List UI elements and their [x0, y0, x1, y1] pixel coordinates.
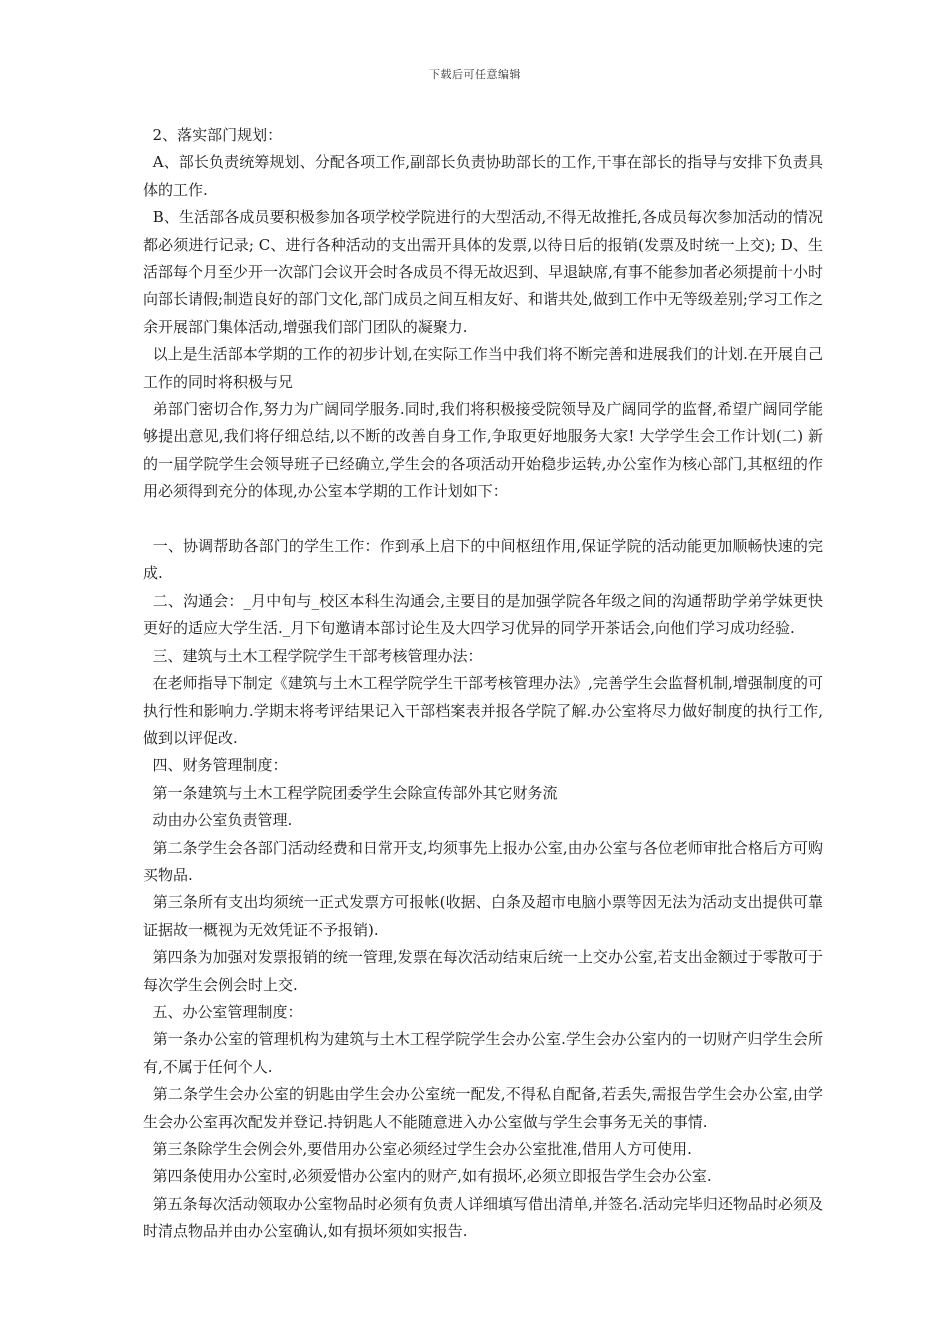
paragraph-communication: 二、沟通会：_月中旬与_校区本科生沟通会,主要目的是加强学院各年级之间的沟通帮助学弟学妹更快更好的适应大学生活._月下旬邀请本部讨论生及大四学习优异的同学开茶话会,向他们学习成功经验.	[143, 591, 823, 638]
paragraph-heading-office: 五、办公室管理制度：	[143, 1002, 303, 1021]
paragraph-office-article-3: 第三条除学生会例会外,要借用办公室必须经过学生会办公室批准,借用人方可使用.	[143, 1140, 692, 1159]
page-header: 下载后可任意编辑	[429, 68, 521, 81]
paragraph-office-article-5: 第五条每次活动领取办公室物品时必须有负责人详细填写借出清单,并签名.活动完毕归还物品时必须及时清点物品并由办公室确认,如有损坏须如实报告.	[143, 1194, 823, 1241]
paragraph-coordination: 一、协调帮助各部门的学生工作：作到承上启下的中间枢纽作用,保证学院的活动能更加顺畅快速的完成.	[143, 537, 823, 583]
paragraph-assessment: 在老师指导下制定《建筑与土木工程学院学生干部考核管理办法》,完善学生会监督机制,增强制度的可执行性和影响力.学期末将考评结果记入干部档案表并报各学院了解.办公室将尽力做好制度的执行工作,做到以评促改.	[143, 674, 823, 747]
paragraph-finance-article-2: 第二条学生会各部门活动经费和日常开支,均须事先上报办公室,由办公室与各位老师审批合格后方可购买物品.	[143, 838, 823, 884]
paragraph-finance-article-3: 第三条所有支出均须统一正式发票方可报帐(收据、白条及超市电脑小票等因无法为活动支出提供可靠证据故一概视为无效凭证不予报销).	[143, 893, 823, 939]
blank-line	[143, 506, 823, 533]
paragraph-finance-article-1a: 第一条建筑与土木工程学院团委学生会除宣传部外其它财务流	[143, 783, 558, 802]
paragraph-heading-assessment: 三、建筑与土木工程学院学生干部考核管理办法：	[143, 646, 483, 665]
paragraph-heading-finance: 四、财务管理制度：	[143, 756, 288, 775]
paragraph-finance-article-1b: 动由办公室负责管理.	[143, 811, 293, 830]
paragraph-summary: 以上是生活部本学期的工作的初步计划,在实际工作当中我们将不断完善和进展我们的计划.在开展自己工作的同时将积极与兄	[143, 345, 823, 391]
paragraph-finance-article-4: 第四条为加强对发票报销的统一管理,发票在每次活动结束后统一上交办公室,若支出金额过于零散可于每次学生会例会时上交.	[143, 948, 823, 994]
paragraph-item-a: A、部长负责统筹规划、分配各项工作,副部长负责协助部长的工作,干事在部长的指导与安排下负责具体的工作.	[143, 153, 823, 199]
paragraph-office-article-2: 第二条学生会办公室的钥匙由学生会办公室统一配发,不得私自配备,若丢失,需报告学生会办公室,由学生会办公室再次配发并登记.持钥匙人不能随意进入办公室做与学生会事务无关的事情.	[143, 1085, 823, 1131]
paragraph-section-2: 2、落实部门规划：	[143, 126, 283, 144]
paragraph-office-article-1: 第一条办公室的管理机构为建筑与土木工程学院学生会办公室.学生会办公室内的一切财产归学生会所有,不属于任何个人.	[143, 1030, 823, 1076]
document-body	[143, 122, 823, 1246]
paragraph-cooperation: 弟部门密切合作,努力为广阔同学服务.同时,我们将积极接受院领导及广阔同学的监督,希望广阔同学能够提出意见,我们将仔细总结,以不断的改善自身工作,争取更好地服务大家! 大学学生会工作计划(二) 新的一届学院学生会领导班子已经确立,学生会的各项活动开始稳步运转,办公室作为核心部门,其枢纽的作用必须得到充分的体现,办公室本学期的工作计划如下：	[143, 400, 823, 501]
paragraph-office-article-4: 第四条使用办公室时,必须爱惜办公室内的财产,如有损坏,必须立即报告学生会办公室.	[143, 1167, 712, 1186]
paragraph-item-b: B、生活部各成员要积极参加各项学校学院进行的大型活动,不得无故推托,各成员每次参加活动的情况都必须进行记录; C、进行各种活动的支出需开具体的发票,以待日后的报销(发票及时统一上交); D、生活部每个月至少开一次部门会议开会时各成员不得无故迟到、早退缺席,有事不能参加者必须提前十小时向部长请假;制造良好的部门文化,部门成员之间互相友好、和谐共处,做到工作中无等级差别;学习工作之余开展部门集体活动,增强我们部门团队的凝聚力.	[143, 208, 823, 336]
